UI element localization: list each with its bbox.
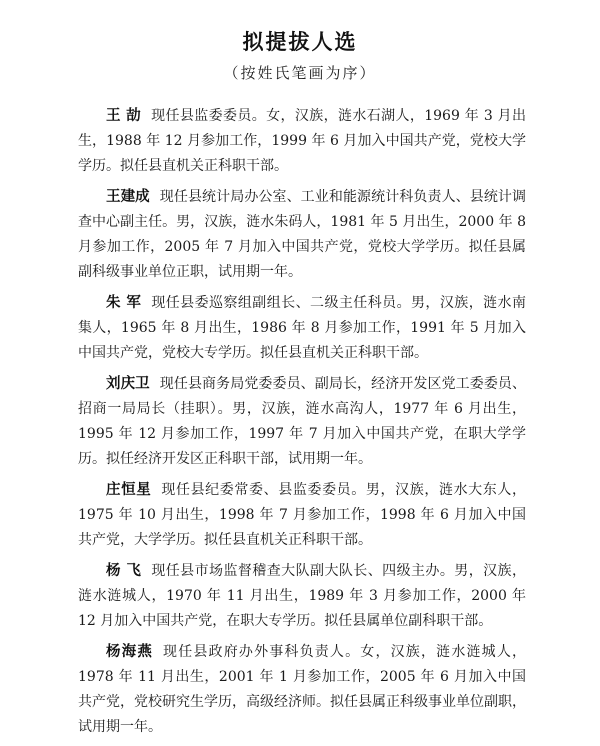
candidate-entry <box>78 559 526 634</box>
candidate-name: 刘庆卫 <box>106 376 150 392</box>
candidate-name: 王建成 <box>106 189 150 205</box>
document-title: 拟提拔人选 <box>242 29 358 54</box>
candidate-entry <box>78 185 526 285</box>
candidate-description: 现任县政府办外事科负责人。女，汉族，涟水涟城人，1978 年 11 月出生，2001 年 1 月参加工作，2005 年 6 月加入中国共产党，党校研究生学历，高级经济师。拟任县属正科级事业单位副职，试用期一年。 <box>78 644 527 735</box>
candidate-description: 现任县商务局党委委员、副局长，经济开发区党工委委员、招商一局局长（挂职）。男，汉族，涟水高沟人，1977 年 6 月出生，1995 年 12 月参加工作，1997 年 7 月加入中国共产党，在职大学学历。拟任经济开发区正科职干部，试用期一年。 <box>78 376 527 467</box>
candidate-name: 杨 飞 <box>106 563 142 579</box>
candidate-entry <box>78 372 526 472</box>
candidate-name: 庄恒星 <box>106 482 152 498</box>
candidate-entry <box>78 291 526 366</box>
candidate-description: 现任县委巡察组副组长、二级主任科员。男，汉族，涟水南集人，1965 年 8 月出生，1986 年 8 月参加工作，1991 年 5 月加入中国共产党，党校大专学历。拟任县直机关正科职干部。 <box>78 295 526 361</box>
candidate-list <box>78 104 526 746</box>
candidate-description: 现任县监委委员。女，汉族，涟水石湖人，1969 年 3 月出生，1988 年 12 月参加工作，1999 年 6 月加入中国共产党，党校大学学历。拟任县直机关正科职干部。 <box>78 108 526 174</box>
candidate-entry <box>78 104 526 179</box>
candidate-name: 王 劼 <box>106 108 142 124</box>
candidate-entry <box>78 640 526 740</box>
candidate-name: 朱 军 <box>106 295 142 311</box>
candidate-description: 现任县市场监督稽查大队副大队长、四级主办。男，汉族，涟水涟城人，1970 年 11 月出生，1989 年 3 月参加工作，2000 年 12 月加入中国共产党，在职大专学历。拟任县属单位副科职干部。 <box>78 563 526 629</box>
document-subtitle: （按姓氏笔画为序） <box>223 64 377 82</box>
candidate-description: 现任县纪委常委、县监委委员。男，汉族，涟水大东人，1975 年 10 月出生，1998 年 7 月参加工作，1998 年 6 月加入中国共产党，大学学历。拟任县直机关正科职干部。 <box>78 482 527 548</box>
candidate-entry <box>78 478 526 553</box>
candidate-name: 杨海燕 <box>106 644 154 660</box>
candidate-description: 现任县统计局办公室、工业和能源统计科负责人、县统计调查中心副主任。男，汉族，涟水朱码人，1981 年 5 月出生，2000 年 8 月参加工作，2005 年 7 月加入中国共产党，党校大学学历。拟任县属副科级事业单位正职，试用期一年。 <box>78 189 527 280</box>
